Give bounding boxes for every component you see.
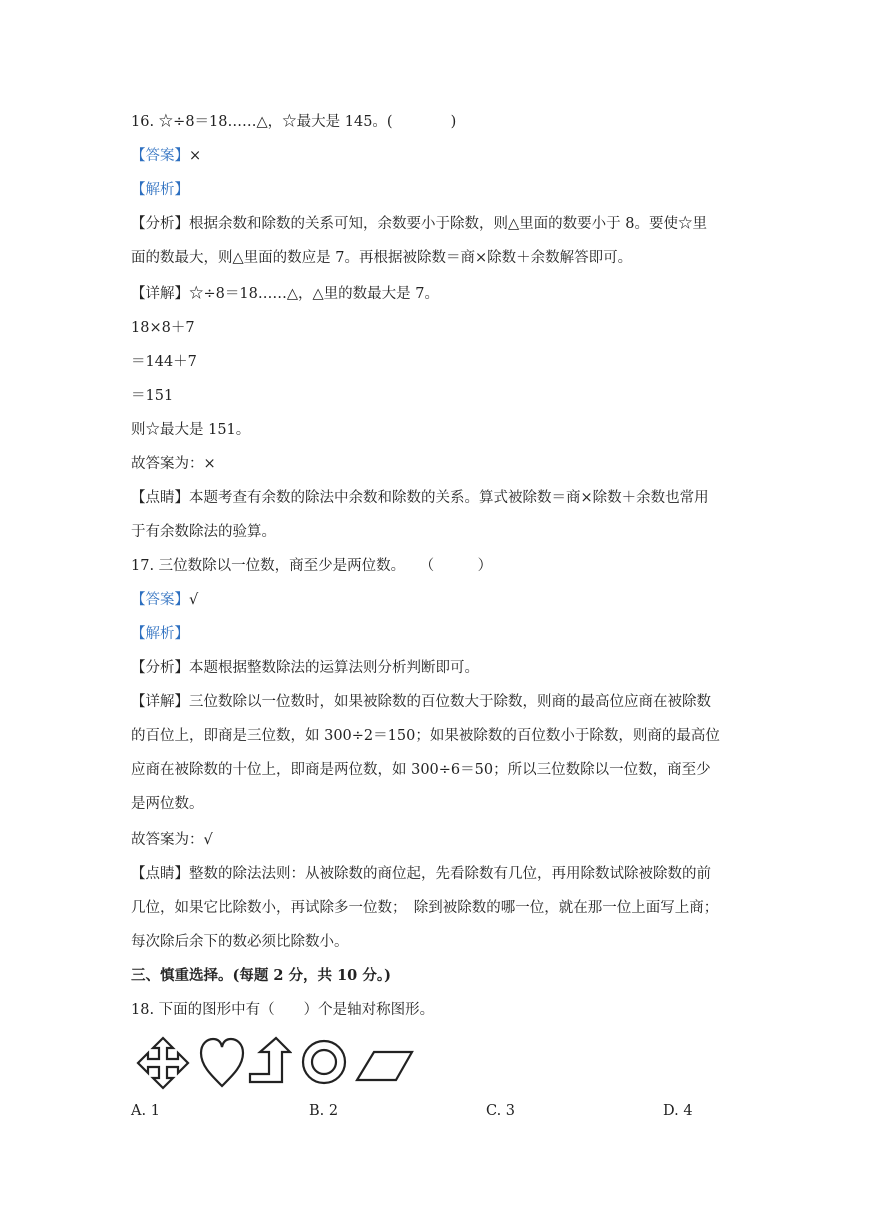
q16-dianjing-2: 于有余数除法的验算。: [131, 524, 276, 540]
heart-icon: [198, 1036, 246, 1090]
q16-conclusion: 则☆最大是 151。: [131, 422, 251, 438]
option-b[interactable]: B. 2: [309, 1103, 339, 1119]
q17-final-answer: 故答案为：√: [131, 832, 213, 848]
q16-stem: 16. ☆÷8＝18……△，☆最大是 145。( ): [131, 114, 457, 130]
q16-final-answer: 故答案为：×: [131, 456, 216, 472]
q16-fenxi-2: 面的数最大，则△里面的数应是 7。再根据被除数＝商×除数＋余数解答即可。: [131, 250, 633, 266]
option-c[interactable]: C. 3: [486, 1103, 516, 1119]
q17-stem: 17. 三位数除以一位数，商至少是两位数。 （ ）: [131, 558, 493, 574]
q16-xiangjie: 【详解】☆÷8＝18……△，△里的数最大是 7。: [131, 286, 439, 302]
concentric-circles-icon: [300, 1036, 348, 1090]
parallelogram-icon: [354, 1036, 414, 1090]
q17-xiangjie-4: 是两位数。: [131, 796, 204, 812]
bent-arrow-icon: [248, 1036, 292, 1090]
four-way-arrow-icon: [136, 1036, 190, 1090]
analysis-tag: 【解析】: [131, 182, 189, 198]
q17-dianjing-2: 几位，如果它比除数小，再试除多一位数； 除到被除数的哪一位，就在那一位上面写上商；: [131, 900, 719, 916]
q17-answer-line: [131, 590, 198, 610]
answer-tag: 【答案】: [131, 592, 189, 608]
q18-stem: 18. 下面的图形中有（ ）个是轴对称图形。: [131, 1002, 435, 1018]
section-3-title: 三、慎重选择。(每题 2 分，共 10 分。): [131, 967, 391, 984]
q16-calc-2: ＝144＋7: [131, 354, 197, 370]
q16-calc-3: ＝151: [131, 388, 174, 404]
q17-xiangjie-1: 【详解】三位数除以一位数时，如果被除数的百位数大于除数，则商的最高位应商在被除数: [131, 694, 711, 710]
q17-answer: √: [189, 592, 199, 608]
option-a[interactable]: A. 1: [131, 1103, 160, 1119]
answer-tag: 【答案】: [131, 148, 189, 164]
q17-xiangjie-2: 的百位上，即商是三位数，如 300÷2＝150；如果被除数的百位数小于除数，则商的最高位: [131, 728, 720, 744]
q17-fenxi: 【分析】本题根据整数除法的运算法则分析判断即可。: [131, 660, 479, 676]
q16-dianjing-1: 【点睛】本题考查有余数的除法中余数和除数的关系。算式被除数＝商×除数＋余数也常用: [131, 490, 709, 506]
q16-fenxi-1: 【分析】根据余数和除数的关系可知，余数要小于除数，则△里面的数要小于 8。要使☆里: [131, 216, 707, 232]
q16-answer: ×: [189, 148, 202, 164]
q17-dianjing-3: 每次除后余下的数必须比除数小。: [131, 934, 349, 950]
q16-answer-line: [131, 146, 201, 166]
q17-dianjing-1: 【点睛】整数的除法法则：从被除数的商位起，先看除数有几位，再用除数试除被除数的前: [131, 866, 711, 882]
analysis-tag: 【解析】: [131, 626, 189, 642]
q16-calc-1: 18×8＋7: [131, 320, 195, 336]
option-d[interactable]: D. 4: [663, 1103, 693, 1119]
q17-xiangjie-3: 应商在被除数的十位上，即商是两位数，如 300÷6＝50；所以三位数除以一位数，商至少: [131, 762, 711, 778]
